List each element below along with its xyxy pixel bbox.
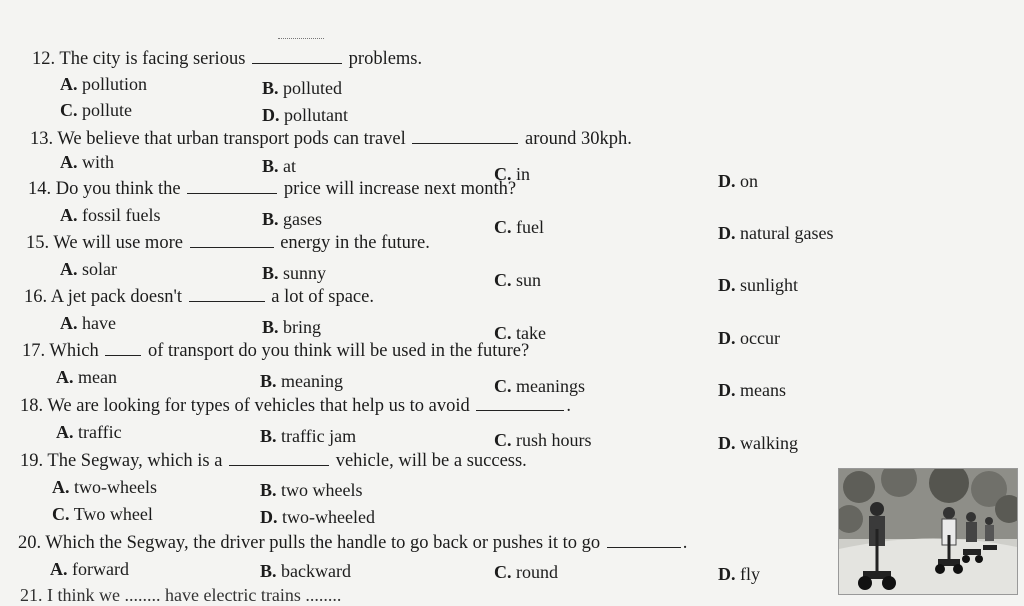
option-13-c[interactable]: C. in (494, 164, 531, 184)
option-14-d[interactable]: D. natural gases (718, 223, 834, 243)
option-15-d[interactable]: D. sunlight (718, 275, 799, 295)
option-16-a[interactable]: A. have (60, 313, 116, 333)
option-15-a[interactable]: A. solar (60, 259, 117, 279)
option-14-c[interactable]: C. fuel (494, 217, 544, 237)
answer-blank[interactable] (252, 49, 342, 64)
option-12-c[interactable]: C. pollute (60, 100, 132, 120)
question-15: 15. We will use more energy in the future. (26, 233, 430, 253)
option-19-a[interactable]: A. two-wheels (52, 477, 157, 497)
question-16: 16. A jet pack doesn't a lot of space. (24, 287, 374, 307)
option-20-a[interactable]: A. forward (50, 559, 129, 579)
option-19-b[interactable]: B. two wheels (260, 480, 363, 500)
question-14: 14. Do you think the price will increase next month? (28, 179, 517, 199)
question-12: 12. The city is facing serious problems. (32, 49, 423, 69)
answer-blank[interactable] (476, 396, 564, 411)
option-12-a[interactable]: A. pollution (60, 74, 148, 94)
option-13-d[interactable]: D. on (718, 171, 758, 191)
option-13-b[interactable]: B. at (262, 156, 297, 176)
option-16-c[interactable]: C. take (494, 323, 546, 343)
option-17-c[interactable]: C. meanings (494, 376, 585, 396)
option-14-a[interactable]: A. fossil fuels (60, 205, 161, 225)
segway-photo (838, 468, 1018, 595)
option-18-b[interactable]: B. traffic jam (260, 426, 357, 446)
question-13: 13. We believe that urban transport pods can travel around 30kph. (30, 129, 632, 149)
option-20-b[interactable]: B. backward (260, 561, 351, 581)
option-16-d[interactable]: D. occur (718, 328, 780, 348)
option-15-c[interactable]: C. sun (494, 270, 542, 290)
question-18: 18. We are looking for types of vehicles that help us to avoid . (20, 396, 572, 416)
answer-blank[interactable] (105, 341, 141, 356)
answer-blank[interactable] (412, 129, 518, 144)
option-18-c[interactable]: C. rush hours (494, 430, 592, 450)
option-17-d[interactable]: D. means (718, 380, 786, 400)
cutoff-next-question: 21. I think we ........ have electric trains ........ (20, 585, 342, 605)
option-14-b[interactable]: B. gases (262, 209, 323, 229)
answer-blank[interactable] (229, 451, 329, 466)
option-12-b[interactable]: B. polluted (262, 78, 343, 98)
option-19-c[interactable]: C. Two wheel (52, 504, 153, 524)
option-17-b[interactable]: B. meaning (260, 371, 343, 391)
option-15-b[interactable]: B. sunny (262, 263, 327, 283)
option-13-a[interactable]: A. with (60, 152, 115, 172)
answer-blank[interactable] (187, 179, 277, 194)
option-12-d[interactable]: D. pollutant (262, 105, 348, 125)
option-17-a[interactable]: A. mean (56, 367, 117, 387)
option-18-a[interactable]: A. traffic (56, 422, 122, 442)
question-19: 19. The Segway, which is a vehicle, will be a success. (20, 451, 527, 471)
segway-illustration (839, 469, 1017, 594)
question-20: 20. Which the Segway, the driver pulls the handle to go back or pushes it to go . (18, 533, 688, 553)
answer-blank[interactable] (607, 533, 681, 548)
option-16-b[interactable]: B. bring (262, 317, 322, 337)
answer-blank[interactable] (189, 287, 265, 302)
top-dotted-mark (278, 38, 324, 39)
option-18-d[interactable]: D. walking (718, 433, 798, 453)
option-20-d[interactable]: D. fly (718, 564, 760, 584)
question-17: 17. Which of transport do you think will be used in the future? (22, 341, 530, 361)
option-20-c[interactable]: C. round (494, 562, 558, 582)
option-19-d[interactable]: D. two-wheeled (260, 507, 375, 527)
answer-blank[interactable] (190, 233, 274, 248)
